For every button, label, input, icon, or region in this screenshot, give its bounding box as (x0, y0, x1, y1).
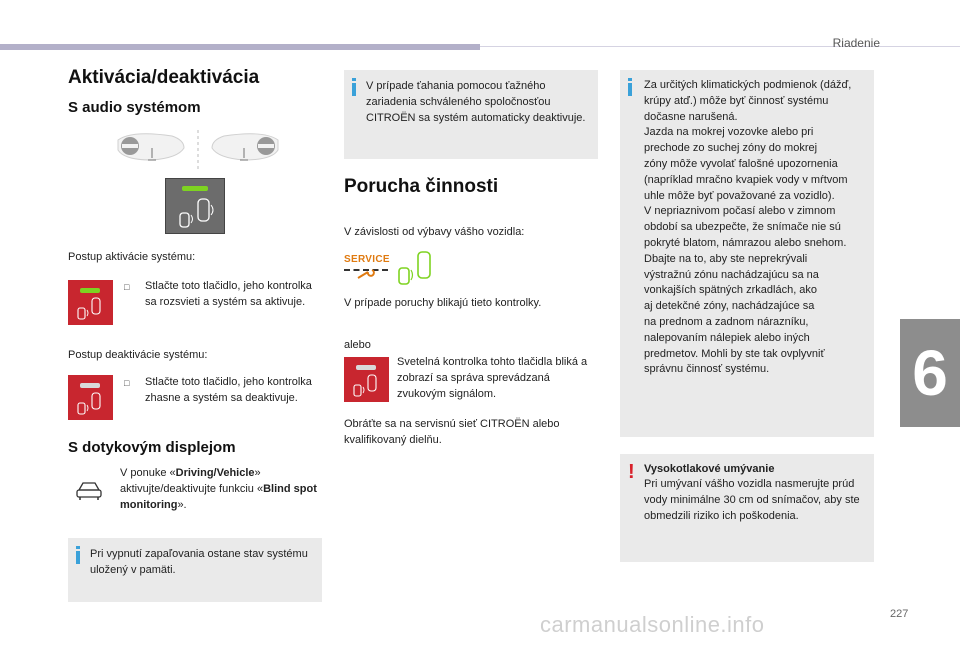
or-text: alebo (344, 339, 371, 351)
section-name: Riadenie (832, 36, 880, 50)
pressure-wash-warning (620, 454, 874, 562)
deactivation-step: Stlačte toto tlačidlo, jeho kontrolka zhasne a systém sa deaktivuje. (145, 376, 312, 404)
car-icon (75, 478, 103, 502)
service-warning-lamp (344, 254, 390, 286)
towing-note (344, 70, 598, 159)
led-on (80, 288, 100, 293)
right-mirror-icon (212, 134, 278, 160)
contact-text: Obráťte sa na servisnú sieť CITROËN alebo kvalifikovaný dielňu. (344, 418, 560, 446)
blind-spot-icon (76, 296, 106, 322)
led-off (80, 383, 100, 388)
activation-button-image (68, 280, 113, 325)
page-title: Aktivácia/deaktivácia (68, 67, 260, 88)
blind-spot-icon (76, 391, 106, 417)
blind-spot-lamp-icon (396, 250, 436, 288)
activation-step: Stlačte toto tlačidlo, jeho kontrolka sa rozsvieti a systém sa aktivuje. (145, 280, 312, 308)
led-indicator (182, 186, 208, 191)
memory-note-text: Pri vypnutí zapaľovania ostane stav systému uložený v pamäti. (90, 548, 308, 576)
memory-note (68, 538, 322, 602)
watermark: carmanualsonline.info (540, 612, 765, 637)
equipment-text: V závislosti od výbavy vášho vozidla: (344, 226, 525, 238)
activation-intro: Postup aktivácie systému: (68, 251, 196, 263)
blind-spot-icon (178, 195, 216, 231)
deactivation-intro: Postup deaktivácie systému: (68, 349, 208, 361)
bullet-square: □ (124, 282, 130, 292)
wrench-icon (356, 268, 376, 282)
pressure-wash-title: Vysokotlakové umývanie (644, 463, 775, 475)
info-icon (352, 78, 356, 96)
deactivation-button-image (68, 375, 113, 420)
blind-spot-icon (352, 373, 382, 399)
blind-spot-button-image (165, 178, 225, 234)
warning-icon: ! (628, 461, 635, 483)
left-mirror-icon (118, 134, 184, 160)
touch-instructions: V ponuke «Driving/Vehicle» aktivujte/deaktivujte funkciu «Blind spot monitoring». (120, 467, 317, 511)
led-blinking (356, 365, 376, 370)
touch-heading: S dotykovým displejom (68, 439, 236, 456)
page-number: 227 (890, 608, 909, 620)
light-text: Svetelná kontrolka tohto tlačidla bliká a zobrazí sa správa sprevádzaná zvukovým signálom. (397, 356, 588, 400)
header-accent-bar (0, 44, 480, 50)
weather-note (620, 70, 874, 437)
info-icon (628, 78, 632, 96)
fault-button-image (344, 357, 389, 402)
service-label: SERVICE (344, 254, 390, 265)
info-icon (76, 546, 80, 564)
fault-heading: Porucha činnosti (344, 176, 499, 197)
header-rule (480, 46, 960, 47)
blink-text: V prípade poruchy blikajú tieto kontrolky. (344, 297, 542, 309)
bullet-square: □ (124, 378, 130, 388)
weather-note-text: Za určitých klimatických podmienok (dážď, krúpy atď.) môže byť činnosť systému dočasne narušená. Jazda na mokrej vozovke alebo pri prechode zo suchej zóny do mokrej zóny môže vyvolať falošné upozornenia (napríklad mračno kvapiek vody v mŕtvom uhle môže byť považované za vozidlo). V nepriaznivom počasí alebo v zimnom období sa ubezpečte, že snímače nie sú pokryté blatom, námrazou alebo snehom. Dbajte na to, aby ste neprekrývali výstražnú zónu nachádzajúcu sa na vonkajších spätných zrkadlách, ako aj detekčné zóny, nachádzajúce sa na prednom a zadnom nárazníku, nalepovaním nálepiek alebo iných predmetov. Mohli by ste tak ovplyvniť správnu činnosť systému. (644, 79, 852, 376)
pressure-wash-text: Pri umývaní vášho vozidla nasmerujte prúd vody minimálne 30 cm od snímačov, aby ste obmedzili riziko ich poškodenia. (644, 478, 860, 522)
audio-heading: S audio systémom (68, 99, 201, 116)
chapter-tab: 6 (900, 319, 960, 427)
mirror-illustration (112, 128, 284, 172)
towing-note-text: V prípade ťahania pomocou ťažného zariadenia schváleného spoločnosťou CITROËN sa systém automaticky deaktivuje. (366, 80, 586, 124)
